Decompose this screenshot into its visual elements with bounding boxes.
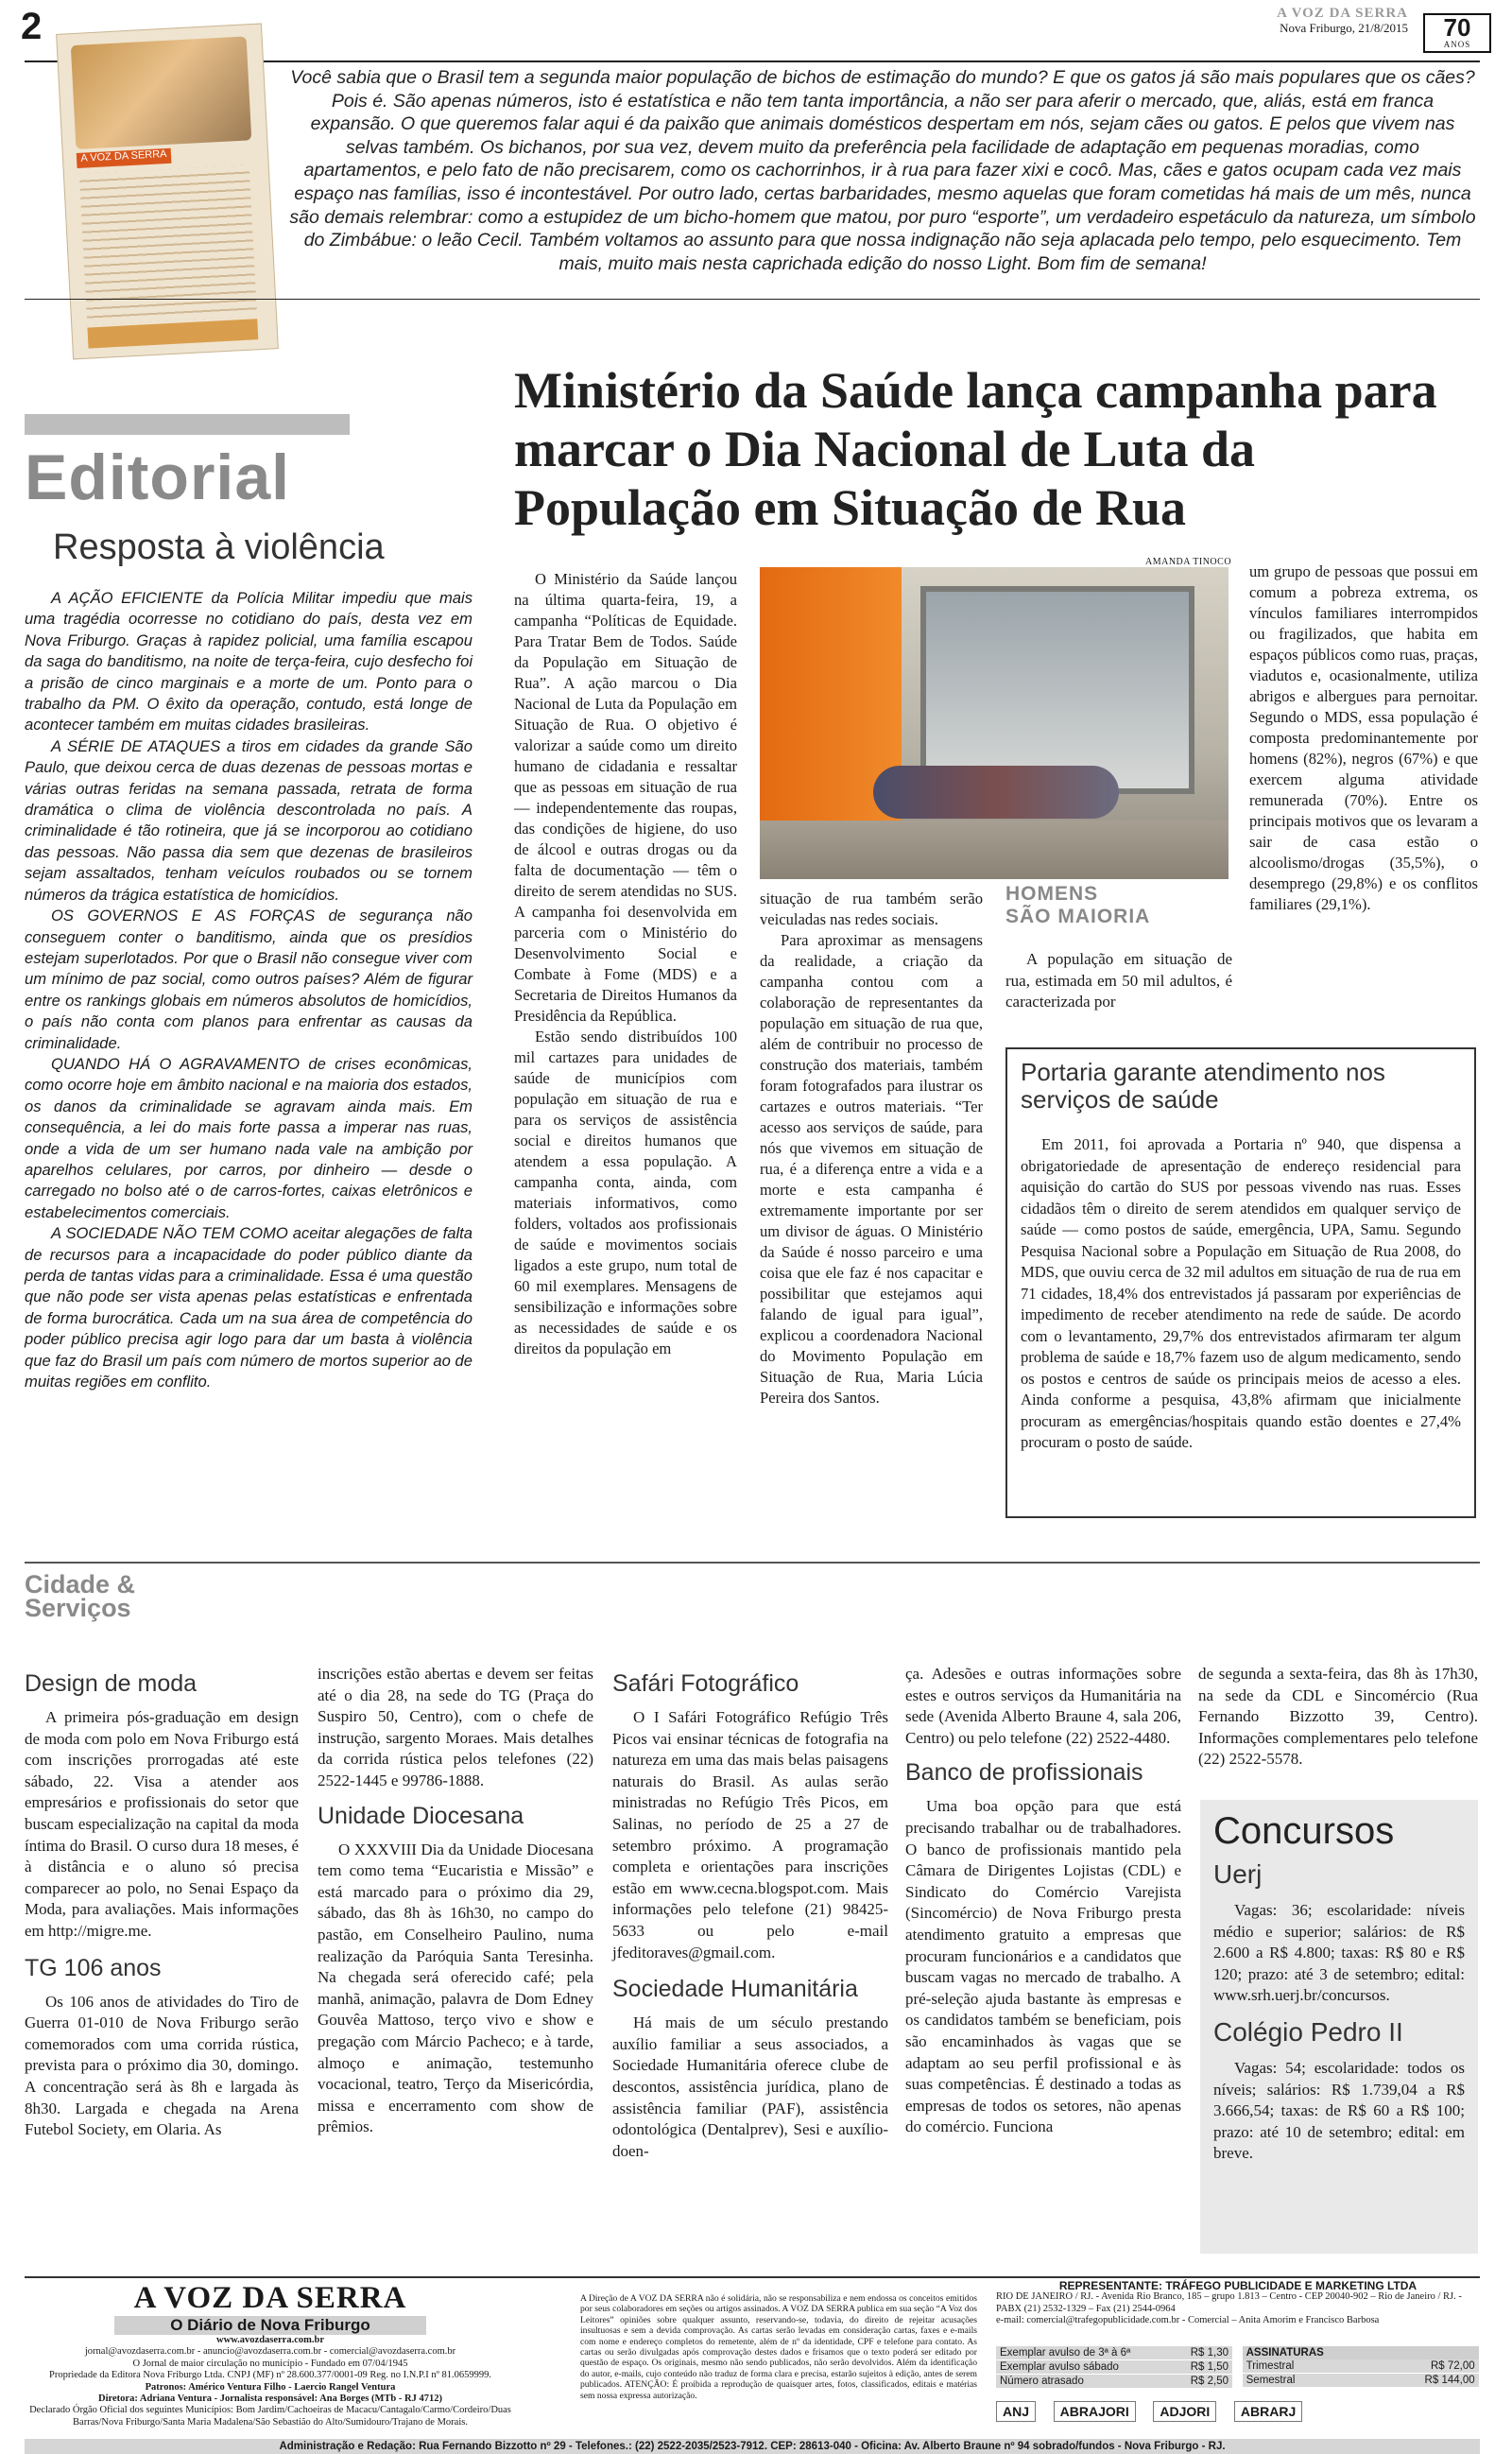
price-row: Exemplar avulso sábado R$ 1,50 (996, 2360, 1232, 2374)
brief-title: TG 106 anos (25, 1954, 162, 1981)
abrajori-logo: ABRAJORI (1054, 2401, 1136, 2422)
story-column-2 (760, 889, 983, 1408)
footer-emails: jornal@avozdaserra.com.br - anuncio@avozdaserra.com.br - comercial@avozdaserra.com.br (84, 2346, 456, 2358)
box-paragraph: Em 2011, foi aprovada a Portaria nº 940, que dispensa a obrigatoriedade de apresentação de endereço residencial para aquisição do cartão do SUS por pessoas vivendo nas ruas. Esses cidadãos têm o direito de serem atendidos em qualquer serviço de saúde — como postos de saúde, emergência, UPA, Samu. Segundo Pesquisa Nacional sobre a População em Situação de Rua 2008, do MDS, que ouviu cerca de 32 mil adultos em situação de rua de rua em 71 cidades, 18,4% dos entrevistados já passaram por experiências de impedimento de receber atendimento na rede de saúde. De acordo com o levantamento, 29,7% dos entrevistados afirmaram ter algum problema de saúde e 18,7% fazem uso de algum medicamento, sendo os postos e centros de saúde os principais meios de acesso a eles. Ainda conforme a pesquisa, 43,8% afirmam que inicialmente procuram as emergências/hospitais quando estão doentes e 27,4% procuram o posto de saúde. (1021, 1135, 1461, 1451)
sidebar-box (1005, 1047, 1476, 1518)
footer (25, 2280, 1480, 2448)
rep-title: REPRESENTANTE: TRÁFEGO PUBLICIDADE E MARKETING LTDA (1058, 2279, 1418, 2292)
column-5 (1198, 1665, 1478, 1771)
editorial-label: Editorial (25, 441, 291, 513)
cover-thumbnail (56, 24, 279, 360)
footer-disclaimer: A Direção de A VOZ DA SERRA não é solidária, não se responsabiliza e nem endossa os conceitos emitidos por seus colaboradores em seções ou artigos assinados. A VOZ DA SERRA publica em sua seção “A Voz dos Leitores” opiniões sobre qualquer assunto, reservando-se, todavia, do direito de rejeitar acusações insultuosas e sem a devida comprovação. As cartas serão levadas em consideração cartas, faxes e e-mails com nome e endereço completos do remetente, além de nº da identidade, CPF e telefone para contato. As cartas ou serão divulgadas após comprovação destes dados e frisamos que o texto poderá ser editado por questão de espaço. Os originais, mesmo não sendo publicados, não serão devolvidos. Além da identificação do autor, e-mails, cujo conteúdo não traduz de forma clara e precisa, estarão sujeitos à edição, antes de serem publicados. ATENÇÃO: É proibida a reprodução de quaisquer artes, fotos, classificados, editais e matérias sem nossa expressa autorização. (580, 2293, 977, 2401)
price-row: Semestral R$ 144,00 (1243, 2374, 1479, 2387)
side-headline-line: HOMENS (1005, 883, 1099, 905)
paragraph-lead: OS GOVERNOS E AS FORÇAS (51, 907, 316, 925)
section-rule (25, 1562, 1480, 1564)
footer-site: www.avozdaserra.com.br (215, 2335, 325, 2345)
paragraph-text: a tiros em cidades da grande São Paulo, que deixou cerca de duas dezenas de pessoas mortas e várias outras feridas na semana passada, retrata de forma dramática o clima de violência descontrolada no país. A criminalidade é tão rotineira, que já se incorporou ao cotidiano das pessoas. Não passa dia sem que dezenas de brasileiros sejam assaltados, tenham veículos roubados ou se tornem números da trágica estatística de homicídios. (25, 736, 472, 904)
editorial-paragraph (25, 906, 472, 1054)
subscription-prices (1243, 2346, 1479, 2388)
box-body (1021, 1134, 1461, 1454)
photo-credit: AMANDA TINOCO (1145, 557, 1232, 567)
story-column-3 (1249, 562, 1478, 915)
footer-address-bar: Administração e Redação: Rua Fernando Bizzotto nº 29 - Telefones.: (22) 2522-2035/2523-7912. CEP: 28613-040 - Oficina: Av. Alberto Braune nº 94 sobrado/fundos - Nova Friburgo - RJ. (25, 2439, 1480, 2454)
brief-body: O I Safári Fotográfico Refúgio Três Picos vai ensinar técnicas de fotografia na natureza em uma das mais belas paisagens naturais do Brasil. As aulas serão ministradas no Refúgio Três Picos, em Salinas, no período de 25 a 27 de setembro próximo. A programação completa e orientações para inscrições estão em www.cecna.blogspot.com. Mais informações pelo telefone (21) 98425-5633 ou pelo e-mail jfeditoraves@gmail.com. (612, 1708, 888, 1961)
anniversary-number: 70 (1443, 13, 1471, 42)
intro-rule (25, 299, 1480, 300)
concurso-body: Vagas: 36; escolaridade: níveis médio e superior; salários: de R$ 2.600 a R$ 4.800; taxas: R$ 80 e R$ 120; prazo: até 3 de setembro; edital: www.srh.uerj.br/concursos. (1213, 1901, 1465, 2005)
editorial-title: Resposta à violência (53, 527, 385, 567)
section-title-line: Serviços (25, 1594, 131, 1622)
paragraph-lead: A SOCIEDADE NÃO TEM COMO (51, 1224, 288, 1243)
brief-title: Safári Fotográfico (612, 1670, 799, 1697)
story-paragraph: situação de rua também serão veiculadas nas redes sociais. (760, 890, 983, 928)
pets-photo (71, 36, 252, 149)
footer-paper-name: A VOZ DA SERRA (133, 2281, 407, 2315)
brief-title: Sociedade Humanitária (612, 1976, 858, 2003)
dateline: Nova Friburgo, 21/8/2015 (1280, 21, 1408, 35)
price-row: Trimestral R$ 72,00 (1243, 2359, 1479, 2373)
brief-body: O XXXVIII Dia da Unidade Diocesana tem como tema “Eucaristia e Missão” e está marcado para o próximo dia 29, sábado, das 8h às 16h30, no campo do pastão, em Conselheiro Paulino, numa realização da Paróquia Santa Teresinha. Na chegada será oferecido café; pela manhã, animação, palavra de Dom Edney Gouvêa Mattoso, terço vivo e show e pregação com Márcio Pacheco; e à tarde, almoço e animação, testemunho vocacional, teatro, Terço da Misericórdia, missa e encerramento com show de prêmios. (318, 1840, 593, 2136)
subscriptions-title: ASSINATURAS (1243, 2346, 1479, 2359)
price-row: Exemplar avulso de 3ª à 6ª R$ 1,30 (996, 2346, 1232, 2359)
editorial-paragraph (25, 736, 472, 906)
story-paragraph: Para aproximar as mensagens da realidade, a criação da campanha contou com a colaboração de representantes da população em situação de rua que, além de contribuir no processo de construção dos materiais, também foram fotografados para ilustrar os cartazes e outros materiais. “Ter acesso aos serviços de saúde, para nós que vivemos em situação de rua, é a diferença entre a vida e a morte e esta campanha é extremamente importante por ser um divisor de águas. O Ministério da Saúde é nosso parceiro e uma coisa que ele faz é nos capacitar e possibilitar que estejamos aqui falando de igual para igual”, explicou a coordenadora Nacional do Movimento População em Situação de Rua, Maria Lúcia Pereira dos Santos. (760, 931, 983, 1407)
editorial-paragraph (25, 588, 472, 736)
editorial-body (25, 588, 472, 1392)
section-title-line: Cidade & (25, 1570, 136, 1599)
brief-title: Design de moda (25, 1670, 198, 1697)
anj-logo: ANJ (996, 2401, 1036, 2422)
rep-address: RIO DE JANEIRO / RJ. - Avenida Rio Branco, 185 – grupo 1.813 – Centro - CEP 20040-902 – Rio de Janeiro / RJ. - PABX (21) 2532-1329 – Fax (21) 2544-0964 (996, 2291, 1462, 2314)
concursos-title: Concursos (1213, 1810, 1395, 1852)
concurso-body: Vagas: 54; escolaridade: todos os níveis; salários: R$ 1.739,04 a R$ 3.666,54; taxas: de R$ 60 a R$ 100; prazo: até 10 de setembro; edital: em breve. (1213, 2058, 1465, 2163)
cover-blurb (79, 164, 257, 324)
column-4 (905, 1665, 1181, 2138)
footer-director: Diretora: Adriana Ventura - Jornalista responsável: Ana Borges (MTb - RJ 4712) (98, 2394, 442, 2405)
footer-representative (996, 2279, 1480, 2419)
footer-tagline: O Diário de Nova Friburgo (114, 2316, 426, 2335)
paragraph-lead: A SÉRIE DE ATAQUES (51, 736, 221, 755)
brief-body: Há mais de um século prestando auxílio familiar a seus associados, a Sociedade Humanitária oferece clube de descontos, assistência jurídica, plano de assistência familiar (PAF), assistência odontológica (Dentalprev), Sesi e auxílio-doen- (612, 2013, 888, 2160)
footer-masthead (25, 2280, 516, 2428)
brief-body: ça. Adesões e outras informações sobre estes e outros serviços da Humanitária na sede (Avenida Alberto Braune 4, sala 206, Centro) ou pelo telefone (22) 2522-4480. (905, 1665, 1181, 1747)
intro-text: Você sabia que o Brasil tem a segunda maior população de bichos de estimação do mundo? E que os gatos já são mais populares que os cães? Pois é. São apenas números, isto é estatística e não tem tanta importância, a não ser para aferir o mercado, que, aliás, está em franca expansão. O que queremos falar aqui é da paixão que animais domésticos despertam em nós, sejam cães ou gatos. E pelos que vivem nas selvas também. Os bichanos, por sua vez, devem muito da preferência pela facilidade de adaptação em pequenas moradias, como apartamentos, e pelo fato de não precisarem, como os cachorrinhos, ir à rua para fazer xixi e cocô. Mas, cães e gatos ocupam cada vez mais espaço nas famílias, isso é incontestável. Por outro lado, certas barbaridades, mesmo aquelas que foram cometidas há mais de um mês, nunca são demais relembrar: como a estupidez de um bicho-homem que matou, por puro “esporte”, um verdadeiro espetáculo da natureza, um símbolo do Zimbábue: o leão Cecil. Também voltamos ao assunto para que nossa indignação não seja aplacada pelo tempo, pelo esquecimento. Tem mais, muito mais nesta caprichada edição do nosso Light. Bom fim de semana! (289, 67, 1476, 274)
paragraph-text: de crises econômicas, como ocorre hoje em âmbito nacional e na maioria dos estados, os danos da criminalidade se agravam ainda mais. Em consequência, a lei do mais forte passa a imperar nas ruas, onde a vida de um ser humano nada vale na ambição por aparelhos celulares, por carros, por dinheiro — desde o carregado no bolso até o de carros-fortes, caixas eletrônicos e estabelecimentos comerciais. (25, 1054, 472, 1221)
brief-body: Os 106 anos de atividades do Tiro de Guerra 01-010 de Nova Friburgo serão comemorados com uma corrida rústica, prevista para o próximo dia 30, domingo. A concentração será às 8h e largada às 8h30. Largada e chegada na Arena Futebol Society, em Olaria. As (25, 1992, 299, 2139)
paragraph-lead: QUANDO HÁ O AGRAVAMENTO (51, 1054, 301, 1073)
box-title: Portaria garante atendimento nos serviços de saúde (1021, 1058, 1385, 1114)
concurso-title: Colégio Pedro II (1213, 2016, 1403, 2047)
editorial-paragraph (25, 1054, 472, 1223)
single-copy-prices (996, 2346, 1232, 2389)
brief-title: Unidade Diocesana (318, 1802, 524, 1829)
anniversary-word: ANOS (1443, 40, 1471, 49)
footer-circulation: O Jornal de maior circulação no município - Fundado em 07/04/1945 (132, 2358, 408, 2369)
brief-body: inscrições estão abertas e devem ser feitas até o dia 28, na sede do TG (Praça do Suspiro 50, Centro), com o chefe de instrução, sargento Moraes. Mais detalhes da corrida rústica pelos telefones (22) 2522-1445 e 99786-1888. (318, 1665, 593, 1789)
brief-body: Uma boa opção para que está precisando trabalhar ou de trabalhadores. O banco de profissionais mantido pela Câmara de Dirigentes Lojistas (CDL) e Sindicato do Comércio Varejista (Sincomércio) de Nova Friburgo presta atendimento gratuito a empresas que procuram funcionários e a candidatos que buscam vagas no mercado de trabalho. A pré-seleção ajuda bastante às empresas e os candidatos também se beneficiam, pois são encaminhados às vagas que se adaptam ao seu perfil profissional e às suas competências. É destinado a todas as empresas de todos os setores, não apenas do comércio. Funciona (905, 1797, 1181, 2136)
cover-brand: A VOZ DA SERRA (77, 148, 172, 168)
section-title (25, 1570, 136, 1622)
concurso-title: Uerj (1213, 1859, 1263, 1889)
column-3 (612, 1669, 888, 2162)
paper-name: A VOZ DA SERRA (1277, 6, 1408, 21)
story-paragraph: um grupo de pessoas que possui em comum a pobreza extrema, os vínculos familiares interrompidos ou fragilizados, que habita em espaços públicos como ruas, praças, viadutos e, ocasionalmente, utiliza abrigos e albergues para pernoitar. Segundo o MDS, essa população é composta predominantemente por homens (82%), negros (67%) e que exercem alguma atividade remunerada (70%). Entre os principais motivos que os levaram a sair de casa estão o alcoolismo/drogas (35,5%), o desemprego (29,8%) e os conflitos familiares (29,1%). (1249, 562, 1478, 913)
footer-owner: Propriedade da Editora Nova Friburgo Ltda. CNPJ (MF) nº 28.600.377/0001-09 Reg. no I.N.P.I nº 81.0659999. (49, 2370, 491, 2381)
paragraph-text: aceitar alegações de falta de recursos para a incapacidade do poder público diante da perda de tantas vidas para a criminalidade. Essa é uma questão que não pode ser vista apenas pelas estatísticas e enfrentada de forma burocrática. Cada um na sua área de competência do poder público precisa agir logo para dar um basta à violência que faz do Brasil um país com número de mortos superior ao de muitas regiões em conflito. (25, 1224, 472, 1391)
abrarj-logo: ABRARJ (1234, 2401, 1302, 2422)
rep-email: e-mail: comercial@trafegopublicidade.com.br - Comercial – Anita Amorim e Francisco Barbosa (996, 2315, 1380, 2326)
editorial-bar (25, 414, 350, 435)
footer-patrons: Patronos: Américo Ventura Filho - Laercio Rangel Ventura (145, 2381, 396, 2393)
brief-title: Banco de profissionais (905, 1759, 1143, 1787)
paragraph-text: da Polícia Militar impediu que mais uma tragédia ocorresse no cotidiano do país, desta vez em Nova Friburgo. Graças à rapidez policial, uma família escapou da saga do banditismo, na noite de terça-feira, cujo desfecho foi a prisão de cinco marginais e a morte de um. Ponto para o trabalho da PM. O êxito da operação, contudo, está longe de acontecer também em muitas cidades brasileiras. (25, 589, 472, 734)
association-logos (996, 2401, 1480, 2439)
side-lead: A população em situação de rua, estimada em 50 mil adultos, é caracterizada por (1005, 950, 1232, 1011)
editorial-paragraph (25, 1223, 472, 1392)
story-photo (760, 567, 1228, 879)
paragraph-text: de segurança não conseguem conter o banditismo, ainda que os presídios estejam superlotados. Por que o Brasil não consegue viver com um mínimo de paz social, como outros países? Além de figurar entre os rankings globais em números absolutos de homicídios, o país não conta com planos para enfrentar as causas da criminalidade. (25, 907, 473, 1052)
adjori-logo: ADJORI (1153, 2401, 1216, 2422)
main-headline: Ministério da Saúde lança campanha para marcar o Dia Nacional de Luta da População em Situação de Rua (514, 362, 1437, 536)
anniversary-logo (1423, 13, 1491, 53)
footer-official: Declarado Órgão Oficial dos seguintes Municípios: Bom Jardim/Cachoeiras de Macacu/Cantagalo/Carmo/Cordeiro/Duas Barras/Nova Friburgo/Santa Maria Madalena/São Sebastião do Alto/Sumidouro/Trajano de Morais. (29, 2405, 511, 2428)
story-paragraph: Estão sendo distribuídos 100 mil cartazes para unidades de saúde de municípios com população em situação de rua e para os serviços de assistência social e direitos humanos que atendem a essa população. A campanha conta, ainda, com materiais informativos, como folders, voltados aos profissionais de saúde e movimentos sociais ligados a este grupo, num total de 60 mil exemplares. Mensagens de sensibilização e informações sobre as necessidades de saúde e os direitos da população em (514, 1028, 737, 1357)
masthead (1277, 6, 1408, 36)
paragraph-lead: A AÇÃO EFICIENTE (51, 589, 203, 607)
price-table (996, 2346, 1480, 2389)
page-number: 2 (21, 6, 43, 47)
concursos-box (1200, 1800, 1478, 2254)
side-headline (1005, 883, 1150, 928)
brief-body: de segunda a sexta-feira, das 8h às 17h30, na sede da CDL e Sincomércio (Rua Fernando Bizzotto 39, Centro). Informações complementares pelo telefone (22) 2522-5578. (1198, 1665, 1478, 1769)
story-column-1 (514, 569, 737, 1359)
column-1 (25, 1669, 299, 2141)
story-paragraph: O Ministério da Saúde lançou na última quarta-feira, 19, a campanha “Políticas de Equidade. Para Tratar Bem de Todos. Saúde da População em Situação de Rua”. A ação marcou o Dia Nacional de Luta da População em Situação de Rua. O objetivo é valorizar a saúde como um direito humano de cidadania e ressaltar que as pessoas em situação de rua — independentemente das roupas, das condições de higiene, do uso de álcool e outras drogas ou da falta de documentação — têm o direito de serem atendidas no SUS. A campanha foi desenvolvida em parceria com o Ministério do Desenvolvimento Social e Combate à Fome (MDS) e a Secretaria de Direitos Humanos da Presidência da República. (514, 570, 737, 1025)
column-2 (318, 1665, 593, 2138)
price-row: Número atrasado R$ 2,50 (996, 2375, 1232, 2388)
side-headline-line: SÃO MAIORIA (1005, 906, 1151, 927)
footer-rule (25, 2276, 1480, 2278)
brief-body: A primeira pós-graduação em design de moda com polo em Nova Friburgo está com inscrições prorrogadas até este sábado, 22. Visa a atender aos empresários e profissionais do setor que buscam especialização na capital da moda íntima do Brasil. O curso dura 18 meses, é à distância e o aluno só precisa comparecer ao polo, no Senai Espaço da Moda, para avaliações. Mais informações em http://migre.me. (25, 1708, 299, 1940)
